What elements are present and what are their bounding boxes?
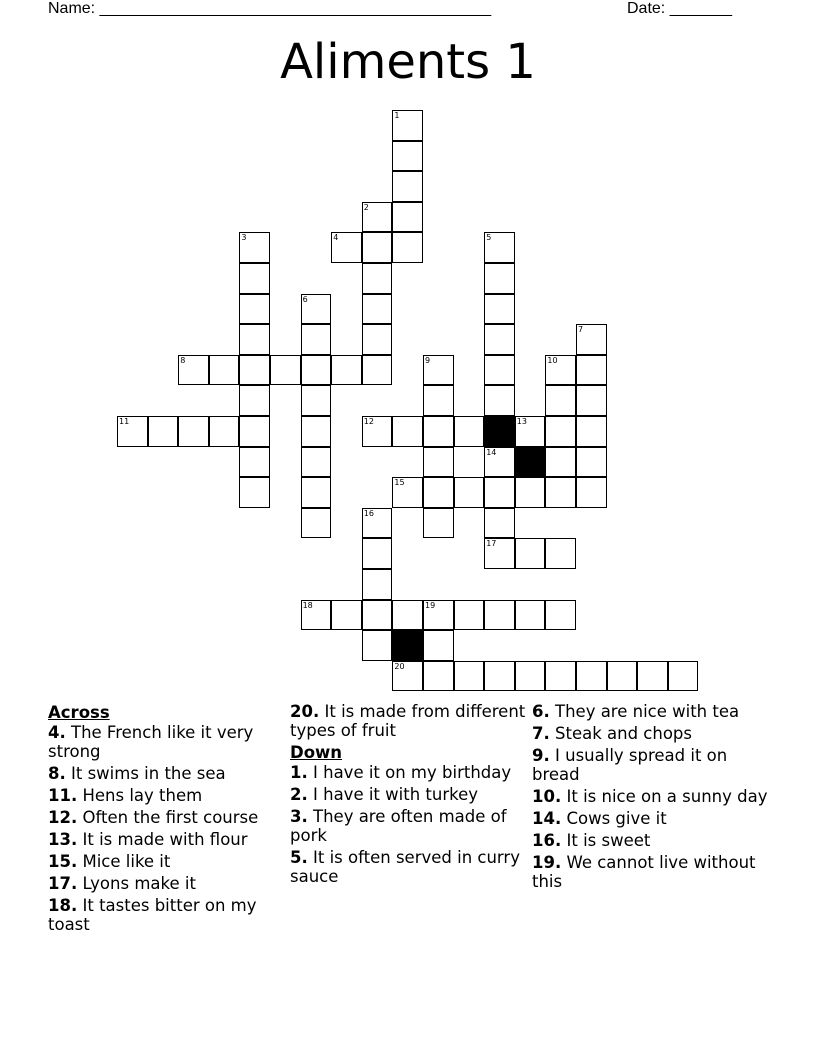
black-square xyxy=(392,630,423,661)
grid-cell[interactable] xyxy=(178,416,209,447)
clue-text: Lyons make it xyxy=(82,874,196,893)
clue-text: It is often served in curry sauce xyxy=(290,848,520,886)
grid-cell[interactable] xyxy=(362,538,393,569)
clue-column-1 xyxy=(48,702,284,937)
grid-cell[interactable] xyxy=(392,171,423,202)
grid-cell[interactable] xyxy=(454,661,485,692)
grid-cell[interactable] xyxy=(239,232,270,263)
clue-across-8 xyxy=(48,764,284,783)
clue-text: They are nice with tea xyxy=(555,702,740,721)
grid-cell[interactable] xyxy=(576,477,607,508)
grid-cell[interactable] xyxy=(484,600,515,631)
grid-cell[interactable] xyxy=(515,416,546,447)
clue-down-10 xyxy=(532,787,768,806)
cell-number: 7 xyxy=(578,325,584,335)
clue-number: 14. xyxy=(532,809,562,828)
grid-cell[interactable] xyxy=(301,477,332,508)
clue-down-19 xyxy=(532,853,768,891)
clue-number: 4. xyxy=(48,723,66,742)
clue-text: Hens lay them xyxy=(82,786,203,805)
grid-cell[interactable] xyxy=(576,324,607,355)
grid-cell[interactable] xyxy=(545,416,576,447)
clue-number: 17. xyxy=(48,874,78,893)
clue-text: It tastes bitter on my toast xyxy=(48,896,257,934)
grid-cell[interactable] xyxy=(392,661,423,692)
grid-cell[interactable] xyxy=(545,385,576,416)
clue-text: It is sweet xyxy=(566,831,651,850)
cell-number: 20 xyxy=(394,661,405,671)
clue-column-3 xyxy=(532,702,768,894)
cell-number: 11 xyxy=(119,417,130,426)
clue-across-18 xyxy=(48,896,284,934)
clue-number: 1. xyxy=(290,763,308,782)
grid-cell[interactable] xyxy=(362,600,393,631)
clue-number: 2. xyxy=(290,785,308,804)
clue-down-7 xyxy=(532,724,768,743)
grid-cell[interactable] xyxy=(362,416,393,447)
grid-cell[interactable] xyxy=(392,202,423,233)
clue-number: 10. xyxy=(532,787,562,806)
grid-cell[interactable] xyxy=(362,263,393,294)
grid-cell[interactable] xyxy=(239,263,270,294)
grid-cell[interactable] xyxy=(301,385,332,416)
clue-number: 8. xyxy=(48,764,66,783)
grid-cell[interactable] xyxy=(423,661,454,692)
grid-cell[interactable] xyxy=(545,661,576,692)
cell-number: 8 xyxy=(180,355,186,365)
grid-cell[interactable] xyxy=(209,355,240,386)
clue-text: I have it on my birthday xyxy=(313,763,512,782)
cell-number: 5 xyxy=(486,233,492,243)
clue-down-2 xyxy=(290,785,526,804)
cell-number: 2 xyxy=(363,202,369,212)
grid-cell[interactable] xyxy=(148,416,179,447)
grid-cell[interactable] xyxy=(484,661,515,692)
date-line: Date: _______ xyxy=(627,0,732,17)
clue-column-2 xyxy=(290,702,526,889)
grid-cell[interactable] xyxy=(545,355,576,386)
grid-cell[interactable] xyxy=(301,508,332,539)
clue-down-3 xyxy=(290,807,526,845)
clue-number: 3. xyxy=(290,807,308,826)
grid-cell[interactable] xyxy=(484,294,515,325)
grid-cell[interactable] xyxy=(239,355,270,386)
grid-cell[interactable] xyxy=(392,110,423,141)
grid-cell[interactable] xyxy=(484,385,515,416)
grid-cell[interactable] xyxy=(392,141,423,172)
grid-cell[interactable] xyxy=(362,630,393,661)
grid-cell[interactable] xyxy=(362,324,393,355)
clue-number: 12. xyxy=(48,808,78,827)
clue-text: We cannot live without this xyxy=(532,853,756,891)
cell-number: 1 xyxy=(394,111,400,120)
clue-number: 19. xyxy=(532,853,562,872)
grid-cell[interactable] xyxy=(301,416,332,447)
clue-number: 5. xyxy=(290,848,308,867)
grid-cell[interactable] xyxy=(545,447,576,478)
grid-cell[interactable] xyxy=(301,355,332,386)
grid-cell[interactable] xyxy=(454,477,485,508)
grid-cell[interactable] xyxy=(423,447,454,478)
clue-down-5 xyxy=(290,848,526,886)
clue-text: It is nice on a sunny day xyxy=(566,787,768,806)
grid-cell[interactable] xyxy=(576,355,607,386)
grid-cell[interactable] xyxy=(423,355,454,386)
grid-cell[interactable] xyxy=(209,416,240,447)
grid-cell[interactable] xyxy=(484,263,515,294)
grid-cell[interactable] xyxy=(454,600,485,631)
clue-down-1 xyxy=(290,763,526,782)
clue-text: Cows give it xyxy=(566,809,667,828)
clue-across-15 xyxy=(48,852,284,871)
clue-text: Mice like it xyxy=(82,852,171,871)
grid-cell[interactable] xyxy=(331,355,362,386)
grid-cell[interactable] xyxy=(454,416,485,447)
cell-number: 4 xyxy=(333,233,339,243)
grid-cell[interactable] xyxy=(301,294,332,325)
grid-cell[interactable] xyxy=(178,355,209,386)
cell-number: 6 xyxy=(302,294,308,304)
grid-cell[interactable] xyxy=(239,477,270,508)
grid-cell[interactable] xyxy=(392,600,423,631)
grid-cell[interactable] xyxy=(484,508,515,539)
clue-across-12 xyxy=(48,808,284,827)
grid-cell[interactable] xyxy=(607,661,638,692)
grid-cell[interactable] xyxy=(239,324,270,355)
cell-number: 14 xyxy=(486,447,497,457)
cell-number: 19 xyxy=(425,600,436,610)
cell-number: 13 xyxy=(516,417,527,426)
clue-text: It swims in the sea xyxy=(71,764,226,783)
clue-number: 15. xyxy=(48,852,78,871)
clue-number: 6. xyxy=(532,702,550,721)
grid-cell[interactable] xyxy=(362,508,393,539)
cell-number: 9 xyxy=(425,355,431,365)
clue-text: It is made from different types of fruit xyxy=(290,702,526,740)
grid-cell[interactable] xyxy=(576,385,607,416)
page-title: Aliments 1 xyxy=(280,34,536,90)
clue-text: The French like it very strong xyxy=(48,723,254,761)
grid-cell[interactable] xyxy=(484,232,515,263)
cell-number: 3 xyxy=(241,233,247,243)
grid-cell[interactable] xyxy=(484,324,515,355)
clue-number: 18. xyxy=(48,896,78,915)
grid-cell[interactable] xyxy=(362,294,393,325)
cell-number: 17 xyxy=(486,539,497,549)
grid-cell[interactable] xyxy=(484,355,515,386)
grid-cell[interactable] xyxy=(392,477,423,508)
across-heading: Across xyxy=(48,703,110,722)
grid-cell[interactable] xyxy=(239,385,270,416)
clue-number: 11. xyxy=(48,786,78,805)
clue-number: 9. xyxy=(532,746,550,765)
grid-cell[interactable] xyxy=(545,477,576,508)
grid-cell[interactable] xyxy=(423,416,454,447)
cell-number: 15 xyxy=(394,478,405,488)
clue-text: I have it with turkey xyxy=(313,785,478,804)
grid-cell[interactable] xyxy=(362,202,393,233)
grid-cell[interactable] xyxy=(515,538,546,569)
clue-text: Often the first course xyxy=(82,808,259,827)
clue-down-14 xyxy=(532,809,768,828)
grid-cell[interactable] xyxy=(545,600,576,631)
clue-across-13 xyxy=(48,830,284,849)
grid-cell[interactable] xyxy=(423,477,454,508)
grid-cell[interactable] xyxy=(484,447,515,478)
grid-cell[interactable] xyxy=(362,232,393,263)
clue-across-11 xyxy=(48,786,284,805)
grid-cell[interactable] xyxy=(392,232,423,263)
grid-cell[interactable] xyxy=(117,416,148,447)
grid-cell[interactable] xyxy=(362,569,393,600)
grid-cell[interactable] xyxy=(301,447,332,478)
clue-text: It is made with flour xyxy=(82,830,248,849)
clue-across-20 xyxy=(290,702,526,740)
clue-number: 13. xyxy=(48,830,78,849)
clue-down-9 xyxy=(532,746,768,784)
grid-cell[interactable] xyxy=(484,477,515,508)
grid-cell[interactable] xyxy=(270,355,301,386)
grid-cell[interactable] xyxy=(362,355,393,386)
clue-number: 16. xyxy=(532,831,562,850)
grid-cell[interactable] xyxy=(423,630,454,661)
grid-cell[interactable] xyxy=(515,477,546,508)
grid-cell[interactable] xyxy=(545,538,576,569)
cell-number: 18 xyxy=(302,600,313,610)
clue-across-17 xyxy=(48,874,284,893)
grid-cell[interactable] xyxy=(484,538,515,569)
clue-across-4 xyxy=(48,723,284,761)
black-square xyxy=(484,416,515,447)
grid-cell[interactable] xyxy=(423,600,454,631)
grid-cell[interactable] xyxy=(239,294,270,325)
grid-cell[interactable] xyxy=(423,385,454,416)
clue-text: Steak and chops xyxy=(555,724,692,743)
grid-cell[interactable] xyxy=(515,661,546,692)
cell-number: 12 xyxy=(363,417,374,426)
clue-down-16 xyxy=(532,831,768,850)
clue-number: 7. xyxy=(532,724,550,743)
grid-cell[interactable] xyxy=(301,600,332,631)
black-square xyxy=(515,447,546,478)
clue-text: I usually spread it on bread xyxy=(532,746,728,784)
grid-cell[interactable] xyxy=(515,600,546,631)
clue-down-6 xyxy=(532,702,768,721)
grid-cell[interactable] xyxy=(576,447,607,478)
cell-number: 16 xyxy=(363,508,374,518)
grid-cell[interactable] xyxy=(576,661,607,692)
down-heading: Down xyxy=(290,743,343,762)
grid-cell[interactable] xyxy=(239,447,270,478)
grid-cell[interactable] xyxy=(576,416,607,447)
grid-cell[interactable] xyxy=(239,416,270,447)
grid-cell[interactable] xyxy=(423,508,454,539)
grid-cell[interactable] xyxy=(668,661,699,692)
clue-text: They are often made of pork xyxy=(290,807,507,845)
grid-cell[interactable] xyxy=(331,232,362,263)
grid-cell[interactable] xyxy=(392,416,423,447)
grid-cell[interactable] xyxy=(637,661,668,692)
cell-number: 10 xyxy=(547,355,558,365)
grid-cell[interactable] xyxy=(331,600,362,631)
clue-number: 20. xyxy=(290,702,320,721)
grid-cell[interactable] xyxy=(301,324,332,355)
name-line: Name: ____________________________________________ xyxy=(48,0,492,17)
